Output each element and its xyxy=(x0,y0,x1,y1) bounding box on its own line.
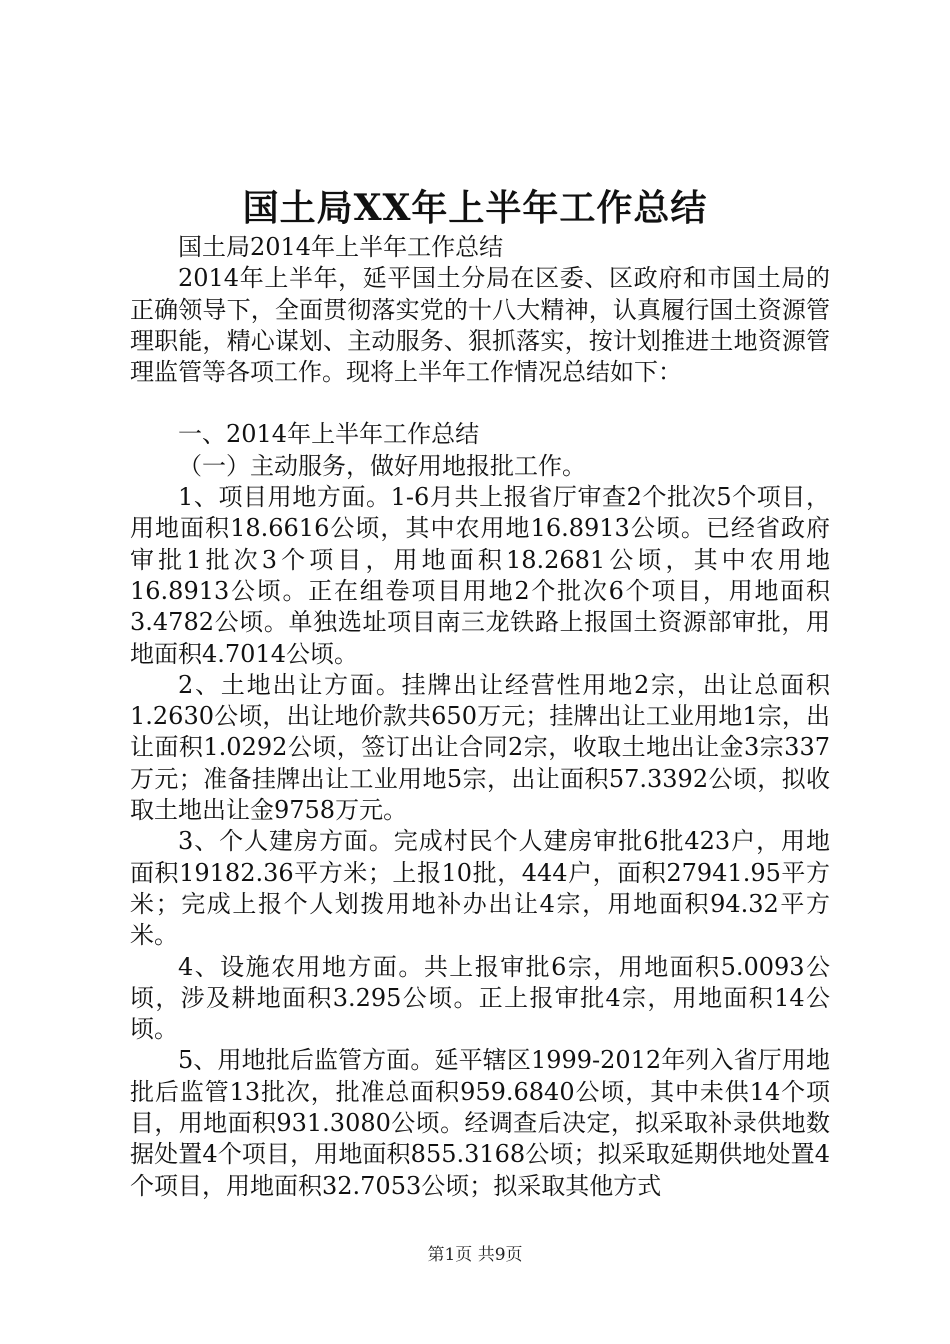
paragraph-post-approval-supervision: 5、用地批后监管方面。延平辖区1999-2012年列入省厅用地批后监管13批次，批准总面积959.6840公顷，其中未供14个项目，用地面积931.3080公顷。经调查后决定，拟采取补录供地数据处置4个项目，用地面积855.3168公顷；拟采取延期供地处置4个项目，用地面积32.7053公顷；拟采取其他方式 xyxy=(130,1046,830,1200)
subsection-heading: （一）主动服务，做好用地报批工作。 xyxy=(178,451,586,480)
paragraph-land-transfer: 2、土地出让方面。挂牌出让经营性用地2宗，出让总面积1.2630公顷，出让地价款共650万元；挂牌出让工业用地1宗，出让面积1.0292公顷，签订出让合同2宗，收取土地出让金3宗337万元；准备挂牌出让工业用地5宗，出让面积57.3392公顷，拟收取土地出让金9758万元。 xyxy=(130,670,830,825)
section-heading: 一、2014年上半年工作总结 xyxy=(178,420,480,449)
page-footer: 第1页 共9页 xyxy=(427,1245,523,1265)
paragraph-personal-housing: 3、个人建房方面。完成村民个人建房审批6批423户，用地面积19182.36平方米；上报10批，444户，面积27941.95平方米；完成上报个人划拨用地补办出让4宗，用地面积94.32平方米。 xyxy=(130,827,830,950)
subtitle-paragraph: 国土局2014年上半年工作总结 xyxy=(178,233,504,261)
document-title: 国土局XX年上半年工作总结 xyxy=(242,187,708,229)
paragraph-project-land: 1、项目用地方面。1-6月共上报省厅审查2个批次5个项目，用地面积18.6616公顷，其中农用地16.8913公顷。已经省政府审批1批次3个项目，用地面积18.2681公顷，其中农用地16.8913公顷。正在组卷项目用地2个批次6个项目，用地面积3.4782公顷。单独选址项目南三龙铁路上报国土资源部审批，用地面积4.7014公顷。 xyxy=(130,483,830,668)
intro-paragraph: 2014年上半年，延平国土分局在区委、区政府和市国土局的正确领导下，全面贯彻落实党的十八大精神，认真履行国土资源管理职能，精心谋划、主动服务、狠抓落实，按计划推进土地资源管理监管等各项工作。现将上半年工作情况总结如下： xyxy=(130,264,830,387)
document-body xyxy=(130,232,830,1202)
paragraph-agricultural-facilities: 4、设施农用地方面。共上报审批6宗，用地面积5.0093公顷，涉及耕地面积3.295公顷。正上报审批4宗，用地面积14公顷。 xyxy=(130,952,830,1044)
